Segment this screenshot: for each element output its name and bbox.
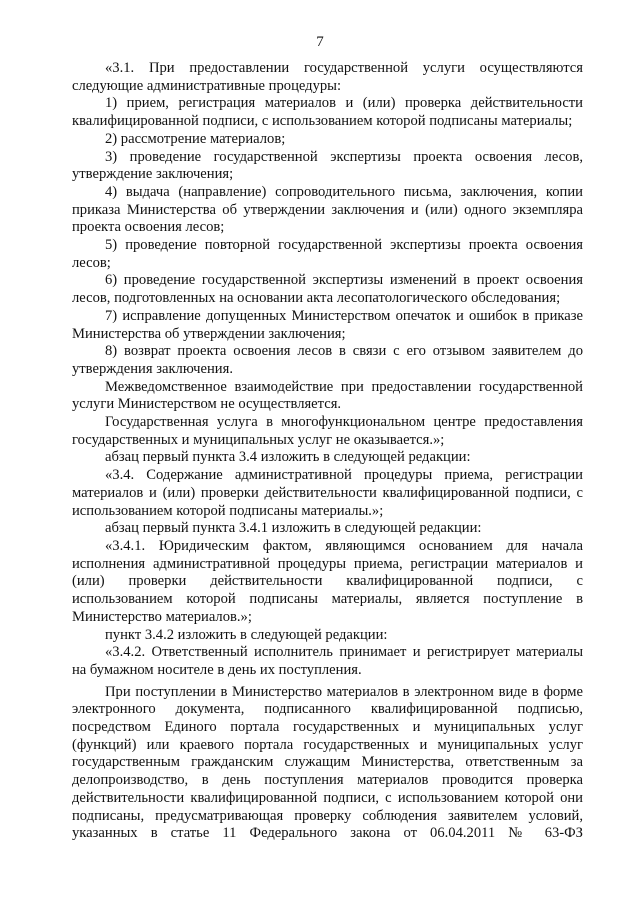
list-item-8: 8) возврат проекта освоения лесов в связи с его отзывом заявителем до утверждения заключения. — [72, 343, 583, 377]
list-item-5: 5) проведение повторной государственной экспертизы проекта освоения лесов; — [72, 237, 583, 271]
list-item-2: 2) рассмотрение материалов; — [105, 130, 286, 147]
list-item-7: 7) исправление допущенных Министерством опечаток и ошибок в приказе Министерства об утверждении заключения; — [72, 307, 583, 342]
instruction-3-4-2: пункт 3.4.2 изложить в следующей редакции: — [105, 626, 388, 643]
instruction-3-4: абзац первый пункта 3.4 изложить в следующей редакции: — [105, 449, 471, 466]
paragraph-mfc: Государственная услуга в многофункциональном центре предоставления государственных и муниципальных услуг не оказывается.»; — [72, 414, 583, 448]
document-body — [72, 60, 583, 843]
instruction-3-4-1: абзац первый пункта 3.4.1 изложить в следующей редакции: — [105, 520, 482, 537]
list-item-4: 4) выдача (направление) сопроводительного письма, заключения, копии приказа Министерства об утверждении заключения и (или) одного экземпляра проекта освоения лесов; — [72, 183, 583, 236]
list-item-1: 1) прием, регистрация материалов и (или) проверка действительности квалифицированной подписи, с использованием которой подписаны материалы; — [72, 95, 583, 130]
paragraph-3-1: «3.1. При предоставлении государственной услуги осуществляются следующие административные процедуры: — [72, 60, 583, 94]
paragraph-3-4-1: «3.4.1. Юридическим фактом, являющимся основанием для начала исполнения административной процедуры приема, регистрации материалов и (или) проверки действительности квалифицированной подписи, с использованием которой подписаны материалы, является поступление в Министерство материалов.»; — [72, 537, 583, 625]
list-item-6: 6) проведение государственной экспертизы изменений в проект освоения лесов, подготовленных на основании акта лесопатологического обследования; — [72, 272, 583, 307]
paragraph-3-4: «3.4. Содержание административной процедуры приема, регистрации материалов и (или) проверки действительности квалифицированной подписи, с использованием которой подписаны материалы.»; — [72, 467, 583, 519]
paragraph-3-4-2: «3.4.2. Ответственный исполнитель принимает и регистрирует материалы на бумажном носителе в день их поступления. — [72, 644, 583, 678]
paragraph-interagency: Межведомственное взаимодействие при предоставлении государственной услуги Министерством не осуществляется. — [72, 378, 583, 413]
list-item-3: 3) проведение государственной экспертизы проекта освоения лесов, утверждение заключения; — [72, 148, 583, 183]
page-number: 7 — [316, 34, 324, 50]
paragraph-electronic-receipt: При поступлении в Министерство материалов в электронном виде в форме электронного документа, подписанного квалифицированной подписью, посредством Единого портала государственных и муниципальных услуг (функций) или краевого портала государственных и муниципальных услуг государственным гражданским служащим Министерства, ответственным за делопроизводство, в день поступления материалов проводится проверка действительности квалифицированной подписи, с использованием которой они подписаны, предусматривающая проверку соблюдения заявителем условий, указанных в статье 11 Федерального закона от 06.04.2011 № 63-ФЗ — [72, 683, 583, 842]
